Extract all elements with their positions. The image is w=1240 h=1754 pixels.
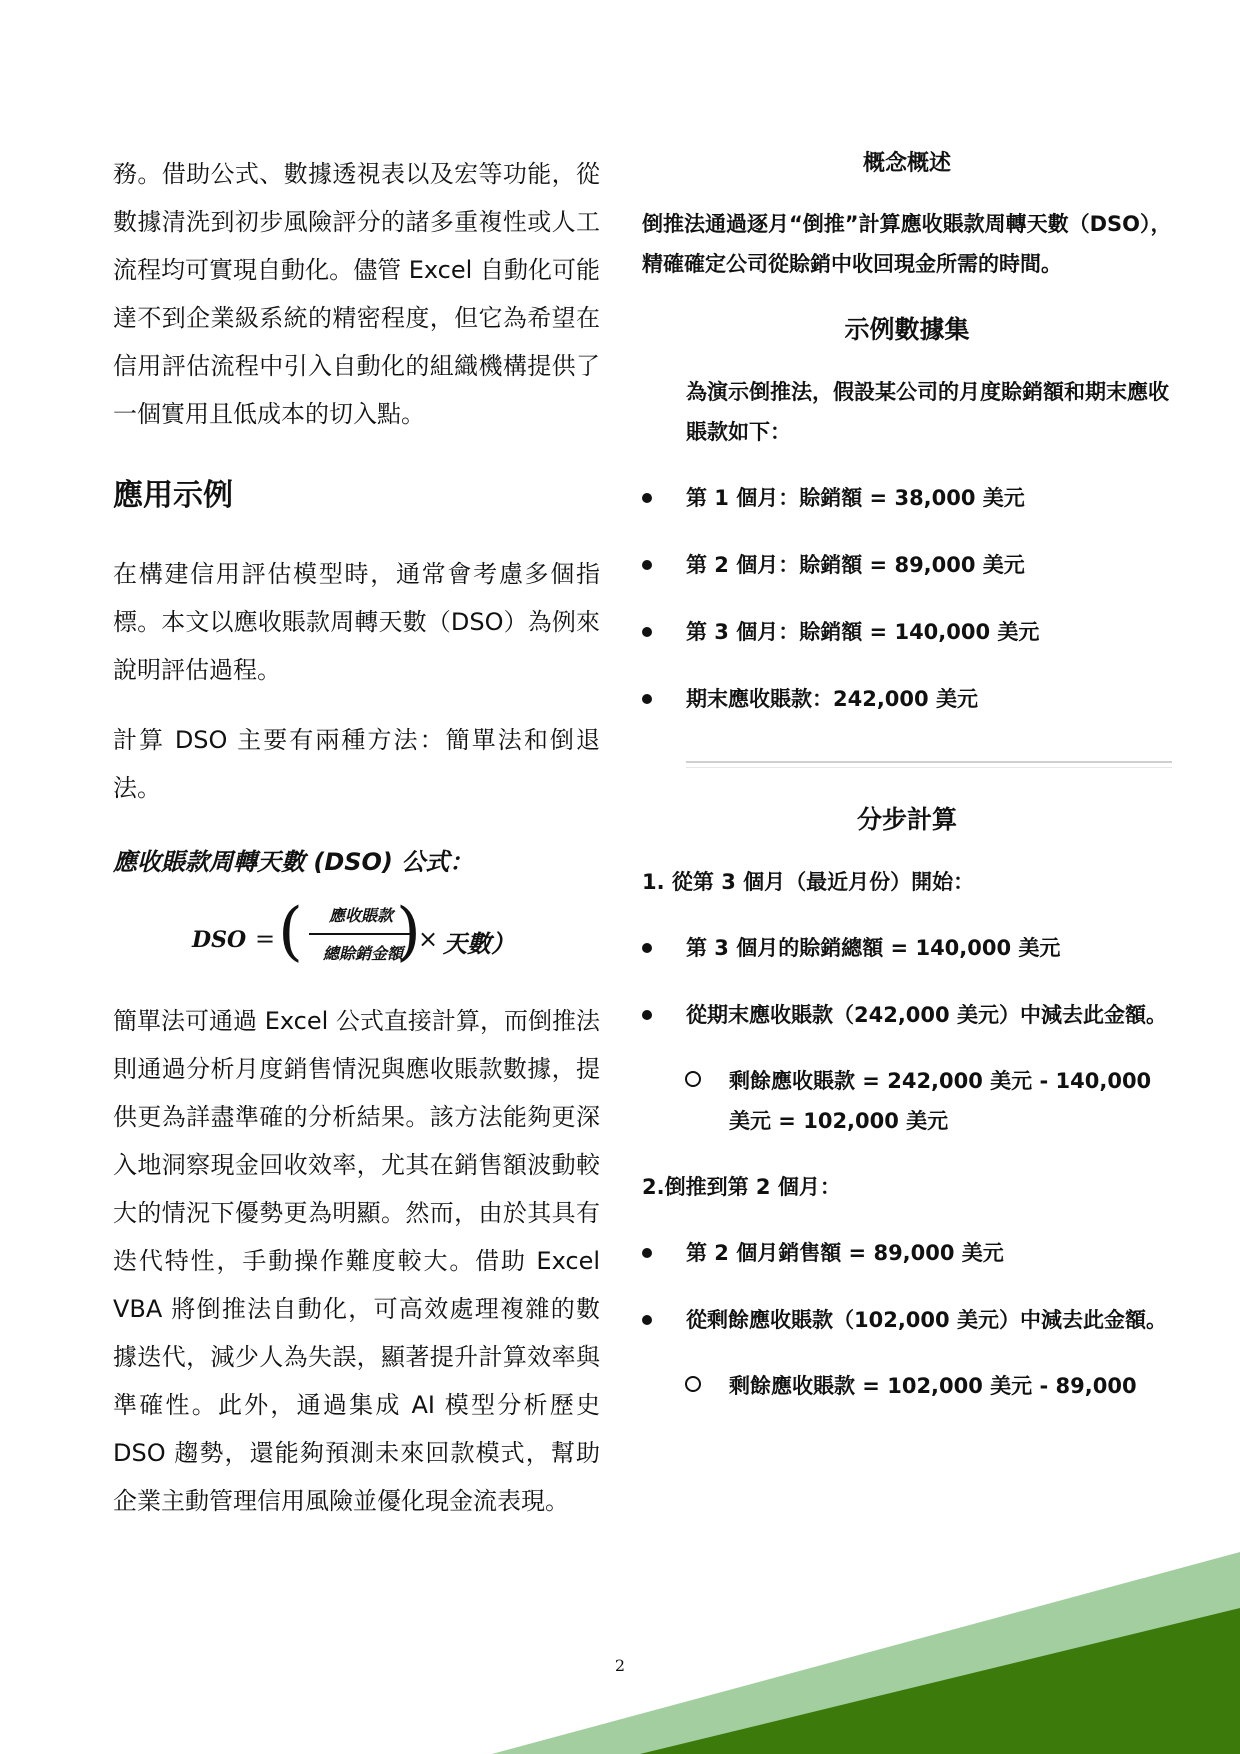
bullet-circle-icon: [685, 1071, 701, 1087]
intro-paragraph: 務。借助公式、數據透視表以及宏等功能，從數據清洗到初步風險評分的諸多重複性或人工流程均可實現自動化。儘管 Excel 自動化可能達不到企業級系統的精密程度，但它為希望在信用評估流程中引入自動化的組織機構提供了一個實用且低成本的切入點。: [113, 160, 600, 428]
section-divider: [686, 761, 1172, 768]
step-2-title: 2.倒推到第 2 個月：: [642, 1175, 841, 1199]
formula-right-paren: ): [396, 895, 421, 969]
dataset-item: 第 3 個月：賒銷額 = 140,000 美元: [642, 612, 1172, 652]
dataset-item: 期末應收賬款：242,000 美元: [642, 679, 1172, 719]
page-number: 2: [614, 1656, 626, 1675]
formula-lhs: DSO: [192, 927, 247, 953]
bullet-dot-icon: [642, 1315, 652, 1325]
formula-title: 應收賬款周轉天數 (DSO) 公式：: [113, 848, 474, 876]
dso-formula: [113, 897, 600, 987]
concept-heading: 概念概述: [862, 151, 951, 176]
left-column: [113, 150, 600, 1525]
paragraph-methods-detail: 簡單法可通過 Excel 公式直接計算，而倒推法則通過分析月度銷售情況與應收賬款數據，提供更為詳盡準確的分析結果。該方法能夠更深入地洞察現金回收效率，尤其在銷售額波動較大的情況下優勢更為明顯。然而，由於其具有迭代特性，手動操作難度較大。借助 Excel VBA 將倒推法自動化，可高效處理複雜的數據迭代，減少人為失誤，顯著提升計算效率與準確性。此外，通過集成 AI 模型分析歷史 DSO 趨勢，還能夠預測未來回款模式，幫助企業主動管理信用風險並優化現金流表現。: [113, 1007, 600, 1515]
formula-days: 天數）: [443, 930, 515, 958]
paragraph-methods: 計算 DSO 主要有兩種方法：簡單法和倒退法。: [113, 726, 600, 802]
step-1-subitem: 剩餘應收賬款 = 242,000 美元 - 140,000 美元 = 102,000 美元: [642, 1061, 1172, 1141]
formula-times: ×: [418, 925, 439, 953]
dataset-item: 第 1 個月：賒銷額 = 38,000 美元: [642, 478, 1172, 518]
formula-denominator: 總賒銷金額: [322, 944, 403, 963]
paragraph-indicators: 在構建信用評估模型時，通常會考慮多個指標。本文以應收賬款周轉天數（DSO）為例來說明評估過程。: [113, 560, 600, 684]
step-2-subitem: 剩餘應收賬款 = 102,000 美元 - 89,000: [642, 1366, 1172, 1406]
step-2-item: 第 2 個月銷售額 = 89,000 美元: [642, 1233, 1172, 1273]
bullet-dot-icon: [642, 560, 652, 570]
formula-equals: =: [255, 925, 276, 953]
concept-text: 倒推法通過逐月“倒推”計算應收賬款周轉天數（DSO），精確確定公司從賒銷中收回現金所需的時間。: [642, 212, 1172, 276]
step-2-item: 從剩餘應收賬款（102,000 美元）中減去此金額。: [642, 1300, 1172, 1340]
formula-numerator: 應收賬款: [328, 906, 393, 925]
bullet-dot-icon: [642, 627, 652, 637]
section-heading: 應用示例: [113, 478, 233, 513]
step-1-item: 從期末應收賬款（242,000 美元）中減去此金額。: [642, 995, 1172, 1035]
dataset-intro: 為演示倒推法，假設某公司的月度賒銷額和期末應收賬款如下：: [686, 380, 1169, 444]
bullet-circle-icon: [685, 1376, 701, 1392]
bullet-dot-icon: [642, 1248, 652, 1258]
bullet-dot-icon: [642, 1010, 652, 1020]
steps-heading: 分步計算: [856, 805, 957, 834]
bullet-dot-icon: [642, 694, 652, 704]
right-column: [642, 150, 1172, 1406]
dataset-item: 第 2 個月：賒銷額 = 89,000 美元: [642, 545, 1172, 585]
step-1-title: 1. 從第 3 個月（最近月份）開始：: [642, 870, 975, 894]
dataset-heading: 示例數據集: [844, 315, 970, 344]
formula-left-paren: (: [278, 895, 303, 969]
bullet-dot-icon: [642, 493, 652, 503]
bullet-dot-icon: [642, 943, 652, 953]
step-1-item: 第 3 個月的賒銷總額 = 140,000 美元: [642, 928, 1172, 968]
